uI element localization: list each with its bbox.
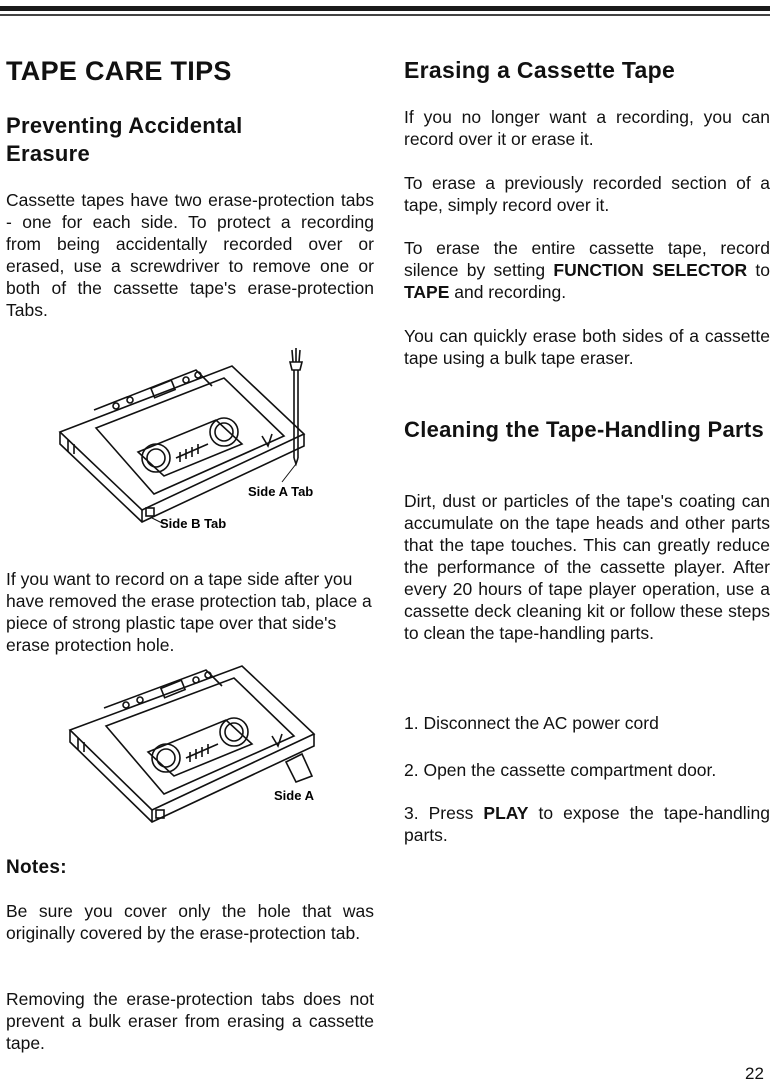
cleaning-heading: Cleaning the Tape-Handling Parts [404, 417, 765, 442]
erasing-paragraph-2: To erase a previously recorded section of a tape, simply record over it. [404, 173, 770, 215]
tape-label: TAPE [404, 282, 450, 302]
function-selector-label: FUNCTION SELECTOR [553, 260, 748, 280]
notes-heading: Notes: [6, 857, 67, 878]
cassette-figure-side-a [56, 650, 356, 830]
step3-post: to expose the tape-handling parts. [404, 803, 770, 845]
erasing-paragraph-1: If you no longer want a recording, you can record over it or erase it. [404, 107, 770, 149]
erasing-p3-mid: to [747, 260, 770, 280]
cassette-figure-tab [46, 340, 346, 540]
cleaning-step-3 [404, 802, 770, 846]
erasing-paragraph-3 [404, 237, 770, 303]
fig2-label-side-a: Side A [274, 788, 314, 803]
cleaning-step-2: 2. Open the cassette compartment door. [404, 760, 717, 780]
top-rule [0, 6, 770, 11]
erasing-paragraph-4: You can quickly erase both sides of a cassette tape using a bulk tape eraser. [404, 326, 770, 368]
erasing-p3-post: and recording. [449, 282, 567, 302]
erasing-heading: Erasing a Cassette Tape [404, 57, 676, 83]
preventing-paragraph-1: Cassette tapes have two erase-protection tabs - one for each side. To protect a recording from being accidentally recorded over or erased, use a screwdriver to remove one or both of the cassette tape's erase-protection Tabs. [6, 190, 374, 320]
notes-paragraph-1: Be sure you cover only the hole that was originally covered by the erase-protection tab. [6, 901, 374, 943]
top-rule-thin [0, 14, 770, 16]
notes-paragraph-2: Removing the erase-protection tabs does not prevent a bulk eraser from erasing a cassette tape. [6, 989, 374, 1053]
step3-pre: 3. Press [404, 803, 484, 823]
fig1-label-side-b: Side B Tab [160, 516, 227, 531]
page-number: 22 [745, 1064, 764, 1083]
erasing-p3-pre: To erase the entire cassette tape, record silence by setting [404, 238, 770, 280]
preventing-heading: Preventing Accidental Erasure [6, 113, 243, 166]
cleaning-step-1: 1. Disconnect the AC power cord [404, 713, 659, 733]
preventing-paragraph-2: If you want to record on a tape side after you have removed the erase protection tab, place a piece of strong plastic tape over that side's erase protection hole. [6, 569, 372, 655]
play-label: PLAY [483, 803, 529, 823]
page-title: TAPE CARE TIPS [6, 56, 232, 86]
fig1-label-side-a: Side A Tab [248, 484, 314, 499]
cassette-side-a-illustration [56, 650, 356, 830]
cleaning-paragraph-1: Dirt, dust or particles of the tape's coating can accumulate on the tape heads and other parts that the tape touches. This can greatly reduce the performance of the cassette player. After every 20 hours of tape player operation, use a cassette deck cleaning kit or follow these steps to clean the tape-handling parts. [404, 491, 770, 643]
cassette-tab-illustration [46, 340, 346, 540]
